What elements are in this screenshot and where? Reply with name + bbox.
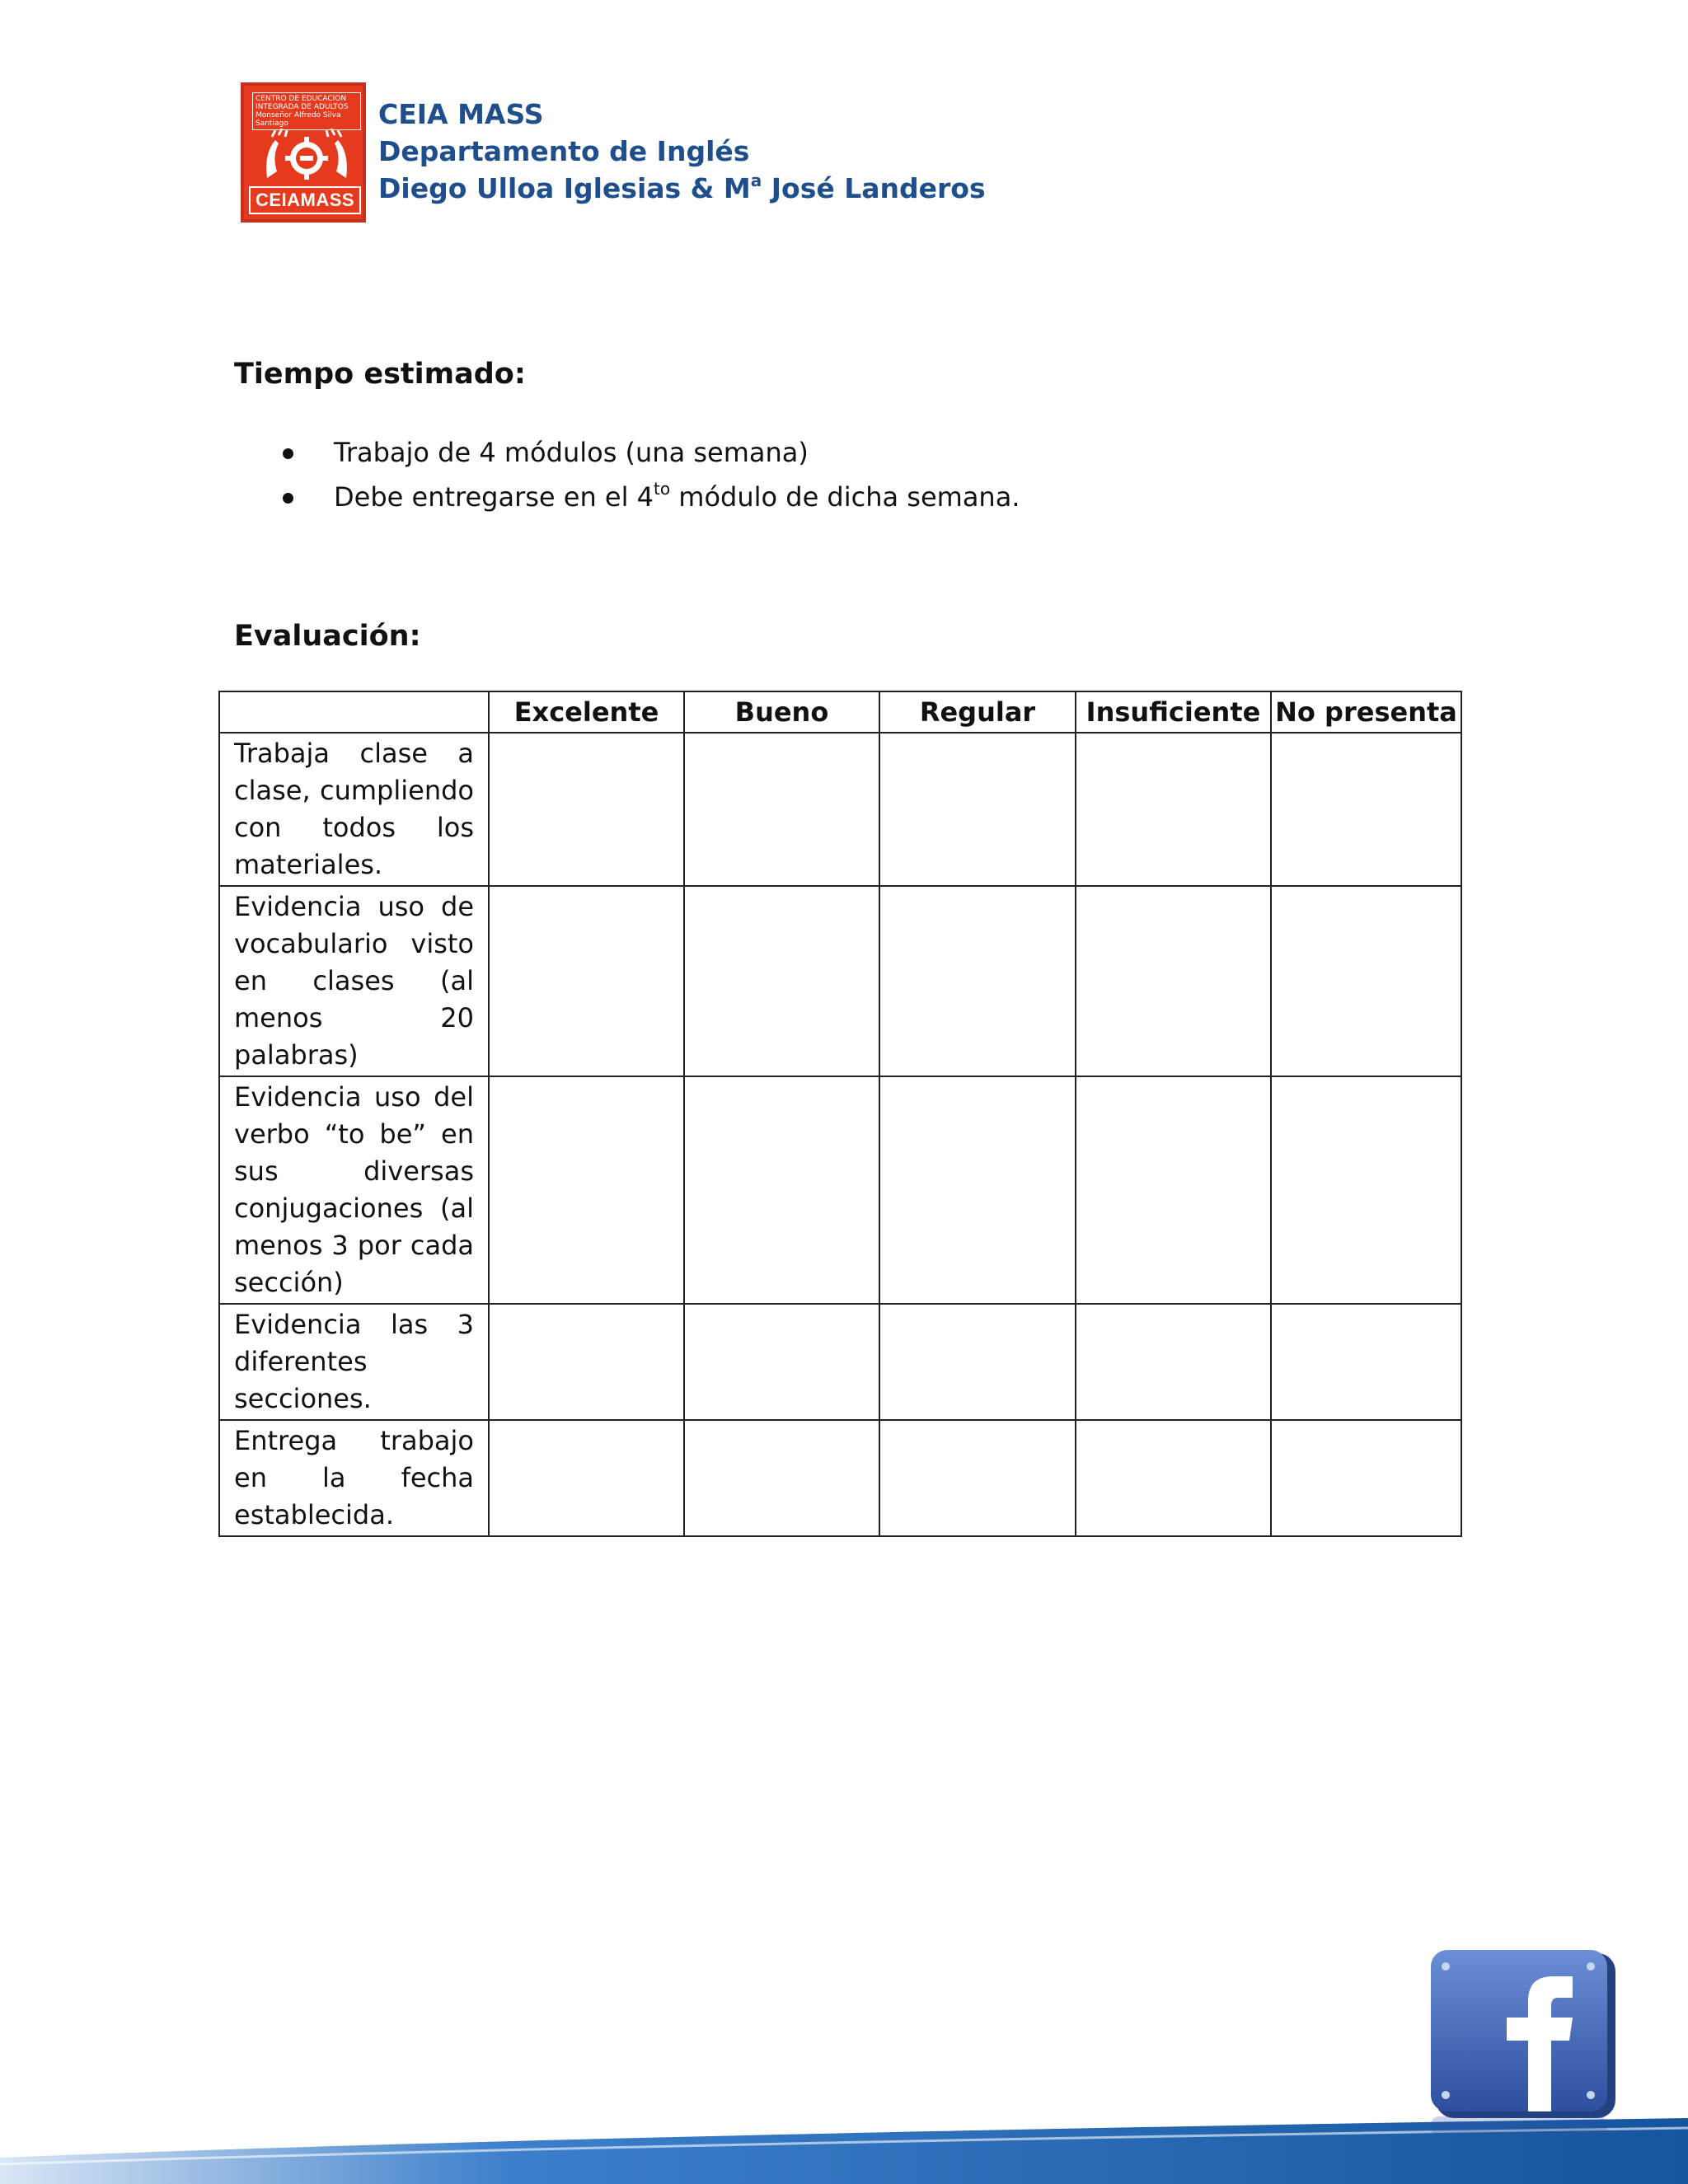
table-row bbox=[219, 1304, 1461, 1420]
column-header-no-presenta: No presenta bbox=[1271, 691, 1461, 733]
criterion-cell: Evidencia uso de vocabulario visto en clases (al menos 20 palabras) bbox=[219, 886, 489, 1076]
evaluation-rubric-table bbox=[218, 691, 1462, 1537]
score-cell bbox=[684, 1420, 879, 1536]
column-header-regular: Regular bbox=[879, 691, 1076, 733]
authors: Diego Ulloa Iglesias & $M^a$ José Landeros bbox=[378, 171, 986, 204]
ceiamass-logo bbox=[241, 82, 366, 223]
column-header-excelente: Excelente bbox=[489, 691, 684, 733]
score-cell bbox=[1271, 886, 1461, 1076]
criterion-cell: Evidencia uso del verbo “to be” en sus diversas conjugaciones (al menos 3 por cada sección) bbox=[219, 1076, 489, 1304]
list-item: Trabajo de 4 módulos (una semana) bbox=[280, 430, 1020, 475]
score-cell bbox=[1271, 1420, 1461, 1536]
score-cell bbox=[879, 1304, 1076, 1420]
time-heading: Tiempo estimado: bbox=[234, 358, 526, 391]
score-cell bbox=[1271, 1304, 1461, 1420]
document-header bbox=[378, 96, 986, 207]
score-cell bbox=[1076, 1304, 1271, 1420]
score-cell bbox=[1076, 1076, 1271, 1304]
school-name: CEIA MASS bbox=[378, 98, 544, 130]
score-cell bbox=[684, 733, 879, 886]
score-cell bbox=[879, 1420, 1076, 1536]
bullet-icon bbox=[283, 448, 293, 459]
score-cell bbox=[879, 886, 1076, 1076]
bullet-icon bbox=[283, 493, 293, 504]
score-cell bbox=[684, 1076, 879, 1304]
score-cell bbox=[489, 886, 684, 1076]
score-cell bbox=[1076, 1420, 1271, 1536]
time-list bbox=[280, 430, 1020, 519]
table-row bbox=[219, 886, 1461, 1076]
table-row bbox=[219, 1420, 1461, 1536]
table-header-row bbox=[219, 691, 1461, 733]
score-cell bbox=[489, 1076, 684, 1304]
score-cell bbox=[879, 733, 1076, 886]
facebook-icon bbox=[1428, 1948, 1624, 2136]
column-header-blank bbox=[219, 691, 489, 733]
score-cell bbox=[489, 1420, 684, 1536]
score-cell bbox=[1076, 733, 1271, 886]
logo-top-text: CENTRO DE EDUCACION INTEGRADA DE ADULTOS Monseñor Alfredo Silva Santiago bbox=[252, 92, 361, 130]
department-name: Departamento de Inglés bbox=[378, 135, 750, 167]
score-cell bbox=[1271, 1076, 1461, 1304]
score-cell bbox=[489, 733, 684, 886]
list-item: Debe entregarse en el $4^{to}$ módulo de dicha semana. bbox=[280, 475, 1020, 519]
criterion-cell: Entrega trabajo en la fecha establecida. bbox=[219, 1420, 489, 1536]
score-cell bbox=[1271, 733, 1461, 886]
table-row bbox=[219, 1076, 1461, 1304]
column-header-bueno: Bueno bbox=[684, 691, 879, 733]
score-cell bbox=[879, 1076, 1076, 1304]
criterion-cell: Trabaja clase a clase, cumpliendo con todos los materiales. bbox=[219, 733, 489, 886]
score-cell bbox=[684, 886, 879, 1076]
score-cell bbox=[489, 1304, 684, 1420]
column-header-insuficiente: Insuficiente bbox=[1076, 691, 1271, 733]
logo-wordmark: CEIAMASS bbox=[249, 186, 361, 214]
criterion-cell: Evidencia las 3 diferentes secciones. bbox=[219, 1304, 489, 1420]
score-cell bbox=[1076, 886, 1271, 1076]
score-cell bbox=[684, 1304, 879, 1420]
evaluation-heading: Evaluación: bbox=[234, 620, 421, 653]
hands-gear-icon bbox=[260, 129, 353, 186]
table-row bbox=[219, 733, 1461, 886]
